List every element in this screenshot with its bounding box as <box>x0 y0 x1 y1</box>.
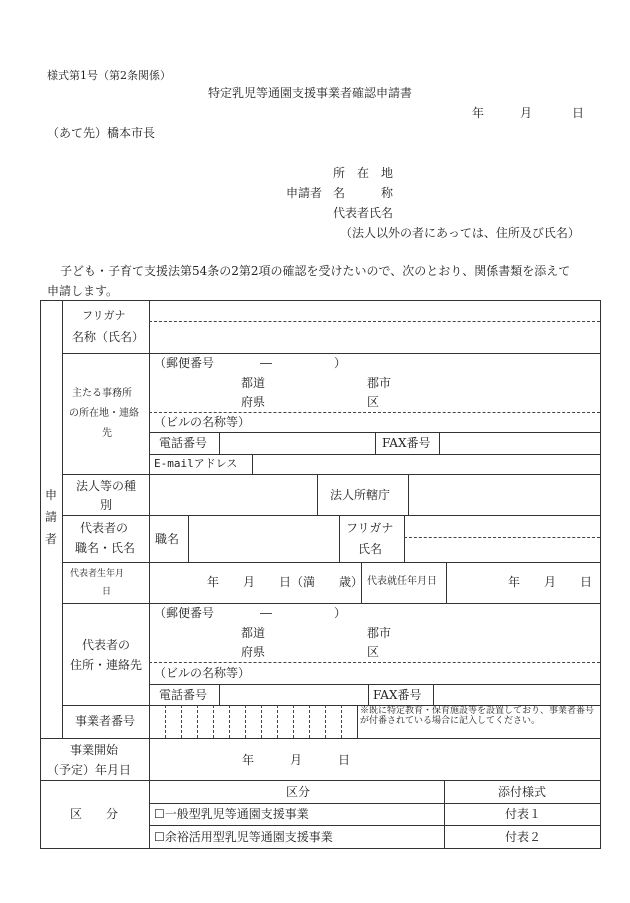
ku-label: 区 <box>367 395 380 409</box>
rep-ku-label: 区 <box>367 645 380 659</box>
birth-fill: 年 月 日（満 歳） <box>207 575 364 589</box>
fuken-label: 府県 <box>241 395 266 409</box>
kubun-label: 区 分 <box>70 807 119 821</box>
postal-close: ） <box>334 356 347 370</box>
intro-line-1: 子ども・子育て支援法第54条の2第2項の確認を受けたいので、次のとおり、関係書類を添えて <box>60 264 571 278</box>
rep-gunshi-label: 郡市 <box>367 626 392 640</box>
attachment-1: 付表１ <box>505 807 542 821</box>
rep-postal-close: ） <box>334 606 347 620</box>
name-label: 名 称 <box>333 186 394 200</box>
rep-fax-label: FAX番号 <box>373 688 422 702</box>
since-fill: 年 月 日 <box>508 575 593 589</box>
start-date-fill: 年 月 日 <box>242 753 351 767</box>
representative-label: 代表者氏名 <box>333 206 394 220</box>
shimei-label: 氏名 <box>358 542 383 556</box>
attachment-header: 添付様式 <box>498 785 547 799</box>
name-cell-label: 名称（氏名） <box>72 330 145 344</box>
rep-todo-label: 都道 <box>241 626 266 640</box>
option-general-type[interactable]: ☐一般型乳児等通園支援事業 <box>154 807 309 821</box>
business-number-label: 事業者番号 <box>75 714 136 728</box>
gunshi-label: 郡市 <box>367 376 392 390</box>
rep-postal-dash: ― <box>260 606 272 620</box>
fax-label: FAX番号 <box>382 436 431 450</box>
document-title: 特定乳児等通園支援事業者確認申請書 <box>208 86 413 100</box>
postal-label: （郵便番号 <box>154 356 215 370</box>
address-label: 所 在 地 <box>333 166 394 180</box>
furigana-label: フリガナ <box>82 309 126 322</box>
furigana2-label: フリガナ <box>346 521 394 535</box>
rep-since-label: 代表就任年月日 <box>367 576 437 587</box>
business-number-note: ※既に特定教育・保育施設等を設置しており、事業者番号が付番されている場合に記入してください。 <box>360 706 595 726</box>
rep-postal-label: （郵便番号 <box>154 606 215 620</box>
todo-label: 都道 <box>241 376 266 390</box>
applicant-label: 申請者 <box>286 186 323 200</box>
option-surplus-type[interactable]: ☐余裕活用型乳児等通園支援事業 <box>154 830 333 844</box>
intro-line-2: 申請します。 <box>47 284 119 298</box>
attachment-2: 付表２ <box>505 830 542 844</box>
corp-office-label: 法人所轄庁 <box>330 488 391 502</box>
form-number: 様式第1号（第2条関係） <box>47 69 171 82</box>
building-label: （ビルの名称等） <box>154 415 251 429</box>
addressee: （あて先）橋本市長 <box>47 126 156 140</box>
postal-dash: ― <box>260 356 272 370</box>
rep-fuken-label: 府県 <box>241 645 266 659</box>
title-label: 職名 <box>155 532 180 546</box>
applicant-note: （法人以外の者にあっては、住所及び氏名） <box>340 226 580 240</box>
email-label: E-mailアドレス <box>154 457 238 470</box>
rep-building-label: （ビルの名称等） <box>154 666 251 680</box>
rep-tel-label: 電話番号 <box>159 688 208 702</box>
kubun-header: 区分 <box>286 785 311 799</box>
tel-label: 電話番号 <box>159 436 208 450</box>
